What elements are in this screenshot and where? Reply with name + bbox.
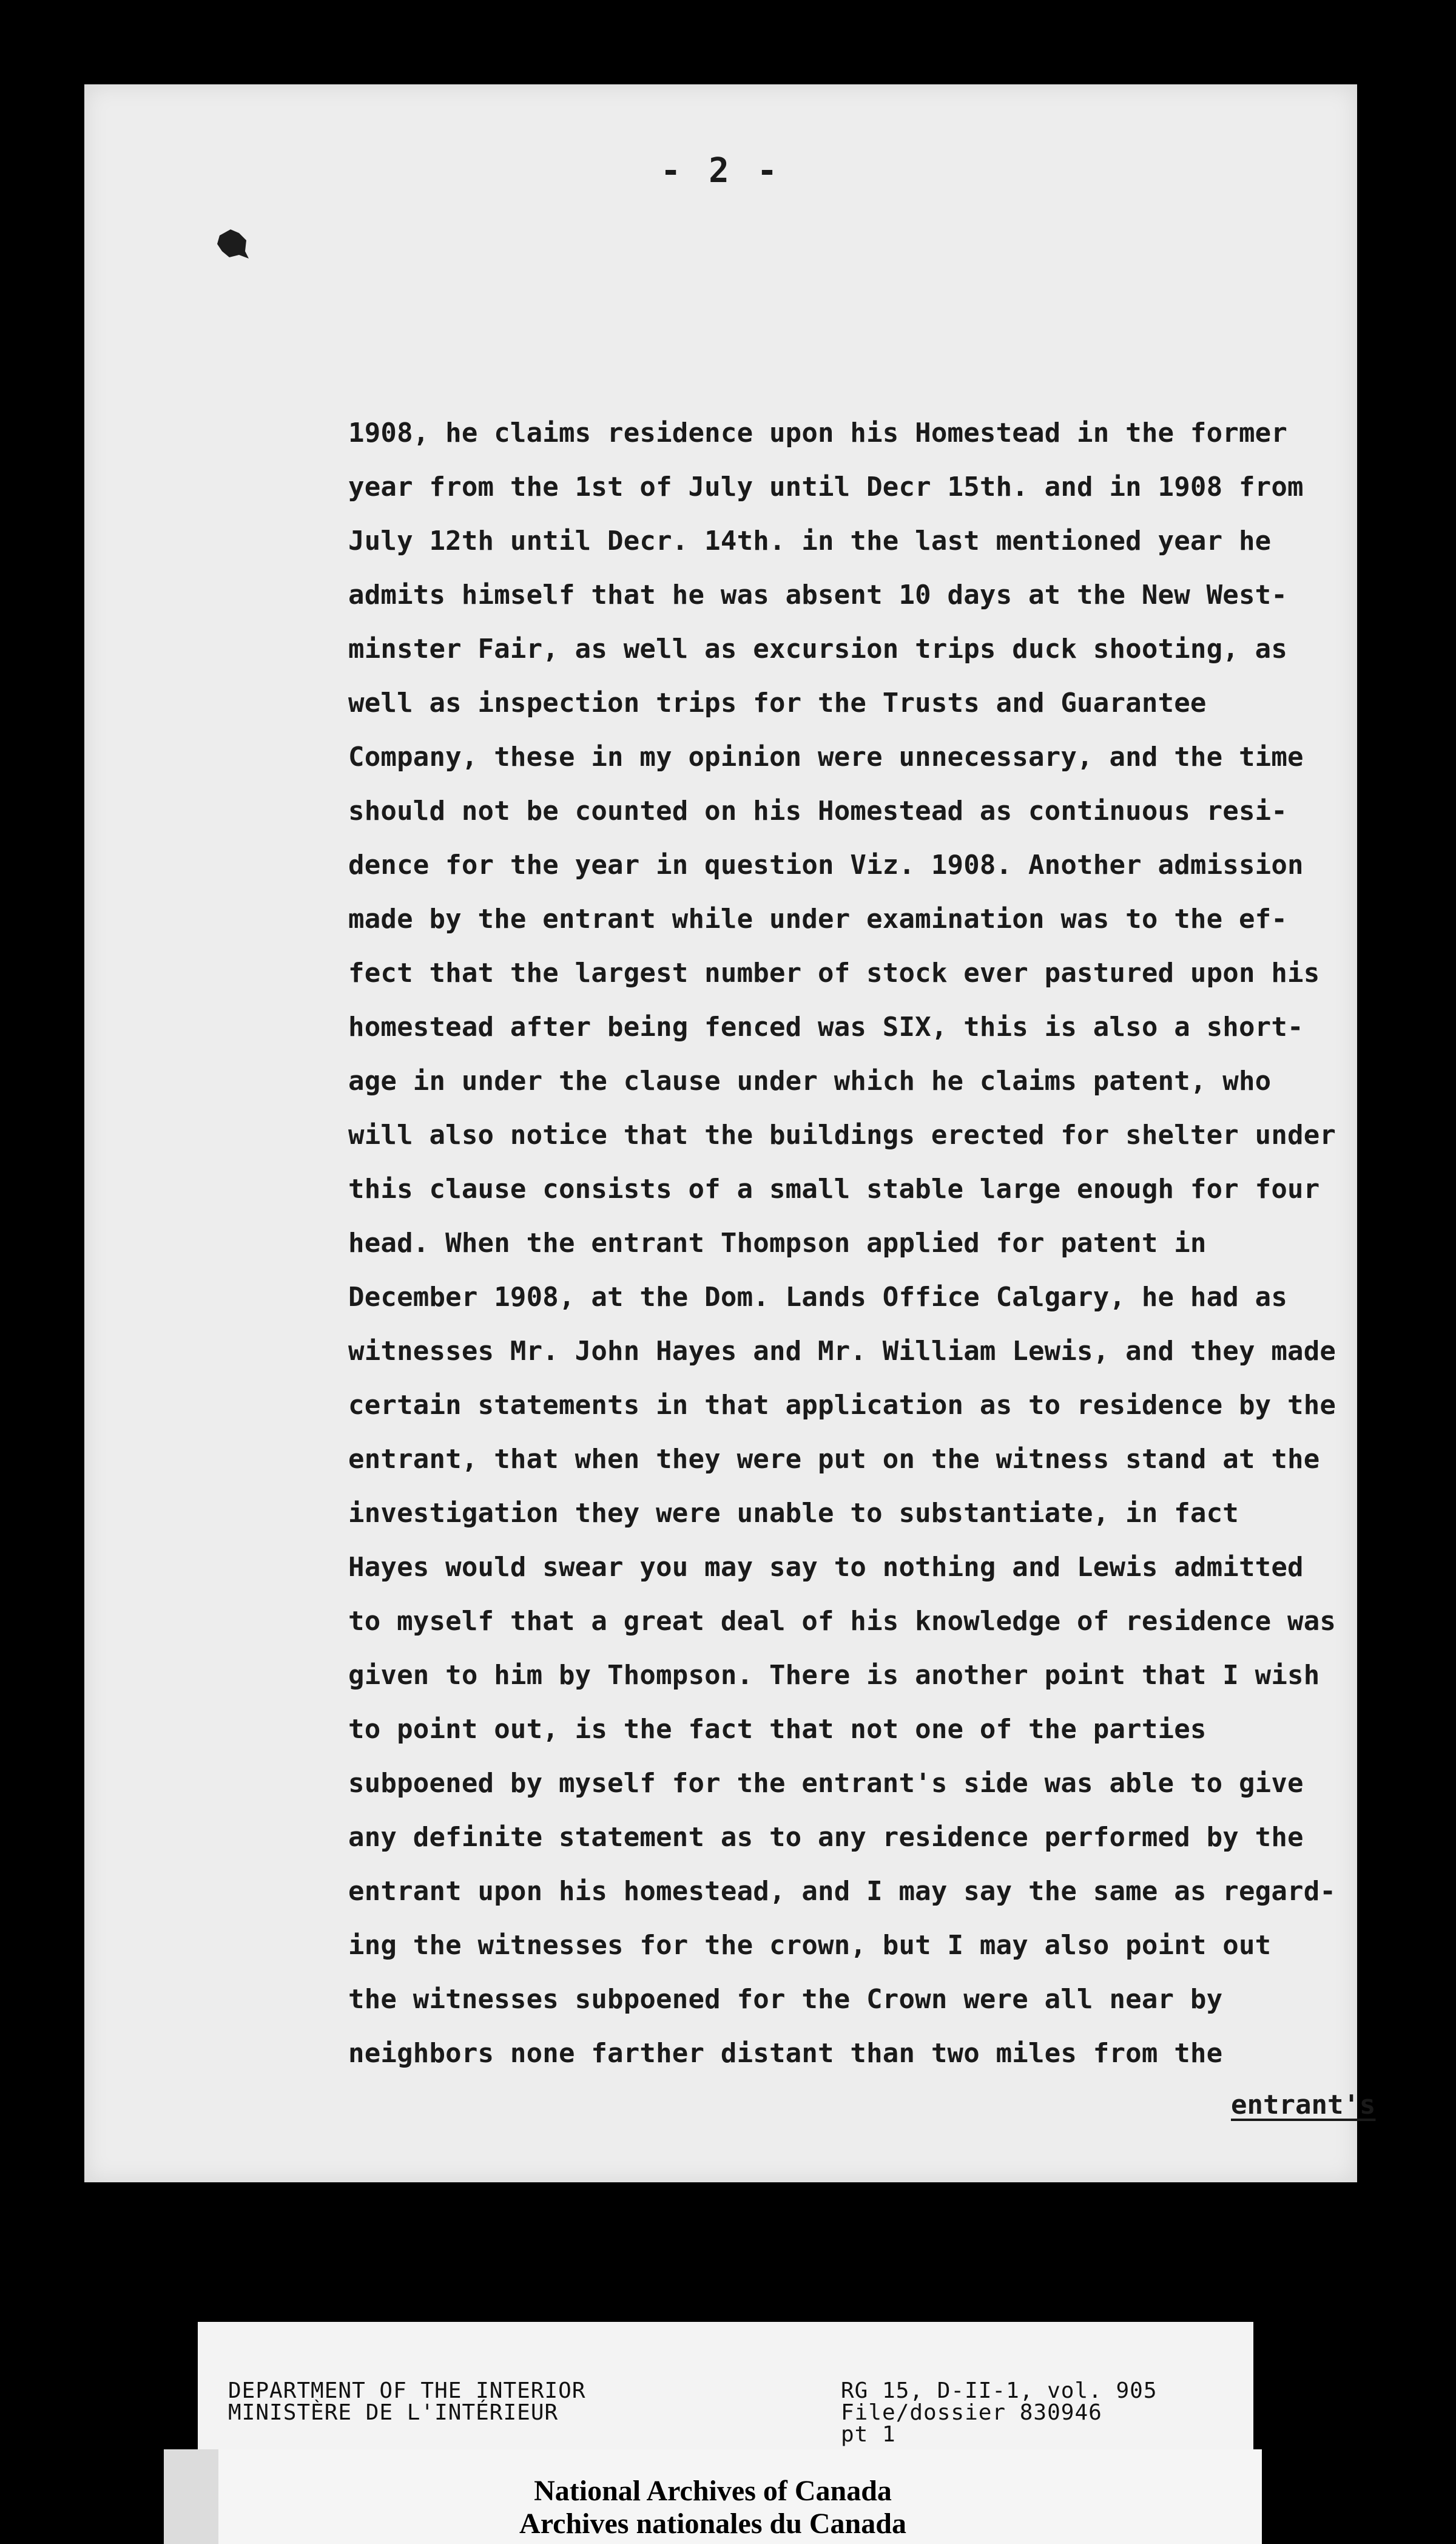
text-line: homestead after being fenced was SIX, this is also a short- (348, 1012, 1304, 1043)
department-name-fr: MINISTÈRE DE L'INTÉRIEUR (228, 2400, 559, 2425)
text-line: this clause consists of a small stable large enough for four (348, 1174, 1320, 1205)
text-line: subpoened by myself for the entrant's side was able to give (348, 1768, 1304, 1799)
text-line: 1908, he claims residence upon his Homestead in the former (348, 418, 1288, 448)
archives-name (164, 2475, 1262, 2540)
text-line: to point out, is the fact that not one of the parties (348, 1714, 1207, 1745)
archives-name-fr: Archives nationales du Canada (519, 2508, 906, 2540)
part-number: pt 1 (841, 2422, 896, 2447)
text-line: witnesses Mr. John Hayes and Mr. William Lewis, and they made (348, 1336, 1336, 1367)
department-name-en: DEPARTMENT OF THE INTERIOR (228, 2378, 586, 2403)
text-line: to myself that a great deal of his knowledge of residence was (348, 1606, 1336, 1637)
text-line: neighbors none farther distant than two miles from the (348, 2038, 1223, 2069)
text-line: any definite statement as to any residence performed by the (348, 1822, 1304, 1853)
file-number: File/dossier 830946 (841, 2400, 1102, 2425)
archival-reference-label (198, 2322, 1253, 2449)
text-line: certain statements in that application as to residence by the (348, 1390, 1336, 1421)
text-line: well as inspection trips for the Trusts and Guarantee (348, 688, 1207, 719)
text-line: will also notice that the buildings erected for shelter under (348, 1120, 1336, 1151)
document-page (84, 84, 1376, 2182)
text-line: admits himself that he was absent 10 days at the New West- (348, 580, 1288, 611)
text-line: July 12th until Decr. 14th. in the last mentioned year he (348, 526, 1272, 556)
catchword: entrant's (1231, 2089, 1376, 2120)
text-line: the witnesses subpoened for the Crown were all near by (348, 1984, 1223, 2015)
text-line: Hayes would swear you may say to nothing and Lewis admitted (348, 1552, 1304, 1583)
text-line: made by the entrant while under examination was to the ef- (348, 904, 1288, 935)
text-line: given to him by Thompson. There is another point that I wish (348, 1660, 1320, 1691)
text-line: December 1908, at the Dom. Lands Office Calgary, he had as (348, 1282, 1288, 1313)
department-block (228, 2380, 586, 2424)
page-number: - 2 - (660, 151, 781, 191)
text-line: Company, these in my opinion were unnecessary, and the time (348, 742, 1304, 773)
text-line: year from the 1st of July until Decr 15th. and in 1908 from (348, 472, 1304, 502)
text-line: dence for the year in question Viz. 1908. Another admission (348, 850, 1304, 881)
text-line: investigation they were unable to substantiate, in fact (348, 1498, 1239, 1529)
text-line: fect that the largest number of stock ever pastured upon his (348, 958, 1320, 989)
text-line: ing the witnesses for the crown, but I may also point out (348, 1930, 1272, 1961)
record-group-reference: RG 15, D-II-1, vol. 905 (841, 2378, 1158, 2403)
text-line: age in under the clause under which he claims patent, who (348, 1066, 1272, 1097)
file-reference-block (841, 2380, 1158, 2446)
text-line: minster Fair, as well as excursion trips duck shooting, as (348, 634, 1288, 665)
text-line: head. When the entrant Thompson applied for patent in (348, 1228, 1207, 1259)
archives-name-en: National Archives of Canada (534, 2475, 892, 2507)
text-line: entrant upon his homestead, and I may say the same as regard- (348, 1876, 1336, 1907)
ink-blot-mark (215, 227, 251, 263)
letter-body (348, 406, 1355, 2080)
text-line: entrant, that when they were put on the witness stand at the (348, 1444, 1320, 1475)
text-line: should not be counted on his Homestead as continuous resi- (348, 796, 1288, 827)
archives-label (164, 2449, 1262, 2544)
